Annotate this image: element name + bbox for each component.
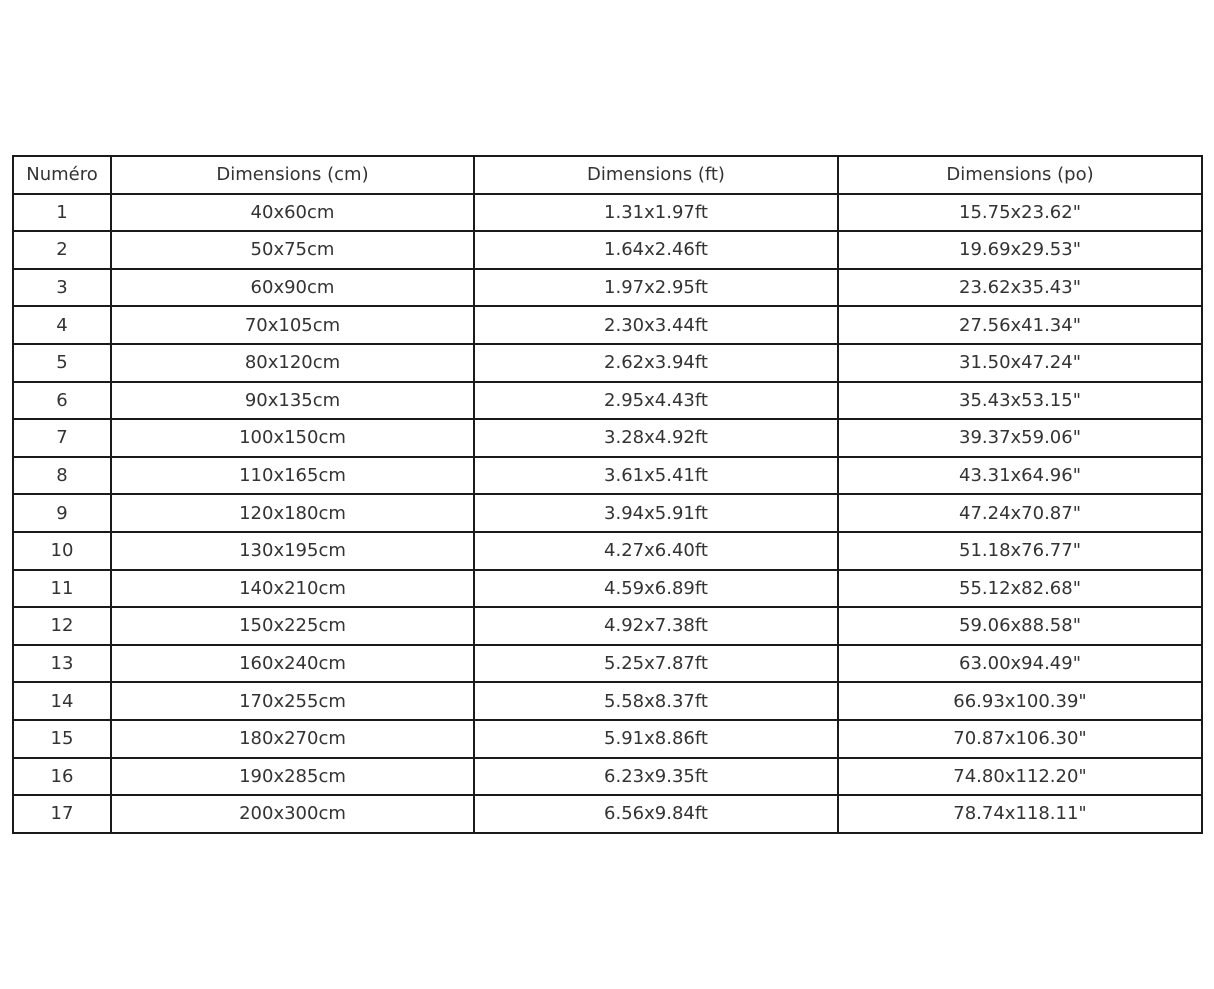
cell-dimensions-po: 23.62x35.43" [838, 269, 1202, 307]
dimensions-conversion-table [12, 155, 1203, 834]
cell-dimensions-po: 47.24x70.87" [838, 494, 1202, 532]
table-row [13, 194, 1202, 232]
cell-dimensions-cm: 110x165cm [111, 457, 474, 495]
cell-dimensions-ft: 6.56x9.84ft [474, 795, 838, 833]
cell-numero: 15 [13, 720, 111, 758]
cell-dimensions-ft: 2.30x3.44ft [474, 306, 838, 344]
cell-dimensions-po: 66.93x100.39" [838, 682, 1202, 720]
cell-numero: 1 [13, 194, 111, 232]
cell-numero: 11 [13, 570, 111, 608]
cell-dimensions-cm: 200x300cm [111, 795, 474, 833]
table-row [13, 494, 1202, 532]
cell-numero: 8 [13, 457, 111, 495]
cell-dimensions-ft: 4.27x6.40ft [474, 532, 838, 570]
cell-dimensions-ft: 2.95x4.43ft [474, 382, 838, 420]
cell-dimensions-ft: 6.23x9.35ft [474, 758, 838, 796]
cell-dimensions-ft: 1.64x2.46ft [474, 231, 838, 269]
table-row [13, 645, 1202, 683]
table-row [13, 795, 1202, 833]
table-row [13, 758, 1202, 796]
cell-dimensions-ft: 1.31x1.97ft [474, 194, 838, 232]
cell-dimensions-ft: 3.94x5.91ft [474, 494, 838, 532]
cell-dimensions-po: 27.56x41.34" [838, 306, 1202, 344]
cell-numero: 4 [13, 306, 111, 344]
cell-dimensions-po: 74.80x112.20" [838, 758, 1202, 796]
cell-numero: 16 [13, 758, 111, 796]
cell-dimensions-cm: 130x195cm [111, 532, 474, 570]
cell-dimensions-cm: 40x60cm [111, 194, 474, 232]
cell-numero: 2 [13, 231, 111, 269]
header-numero: Numéro [13, 156, 111, 194]
header-dimensions-cm: Dimensions (cm) [111, 156, 474, 194]
cell-dimensions-ft: 3.61x5.41ft [474, 457, 838, 495]
cell-dimensions-ft: 5.25x7.87ft [474, 645, 838, 683]
table-row [13, 607, 1202, 645]
cell-dimensions-ft: 1.97x2.95ft [474, 269, 838, 307]
cell-dimensions-cm: 80x120cm [111, 344, 474, 382]
cell-dimensions-po: 59.06x88.58" [838, 607, 1202, 645]
cell-numero: 13 [13, 645, 111, 683]
cell-dimensions-cm: 90x135cm [111, 382, 474, 420]
cell-dimensions-po: 51.18x76.77" [838, 532, 1202, 570]
table-row [13, 720, 1202, 758]
table-row [13, 231, 1202, 269]
cell-dimensions-cm: 120x180cm [111, 494, 474, 532]
header-dimensions-ft: Dimensions (ft) [474, 156, 838, 194]
table-row [13, 570, 1202, 608]
cell-dimensions-cm: 60x90cm [111, 269, 474, 307]
cell-numero: 9 [13, 494, 111, 532]
cell-dimensions-cm: 150x225cm [111, 607, 474, 645]
table-row [13, 306, 1202, 344]
cell-dimensions-ft: 4.59x6.89ft [474, 570, 838, 608]
table-row [13, 344, 1202, 382]
cell-dimensions-po: 31.50x47.24" [838, 344, 1202, 382]
cell-dimensions-ft: 5.91x8.86ft [474, 720, 838, 758]
header-row [13, 156, 1202, 194]
cell-numero: 5 [13, 344, 111, 382]
table-row [13, 682, 1202, 720]
cell-dimensions-cm: 100x150cm [111, 419, 474, 457]
table-row [13, 269, 1202, 307]
cell-dimensions-cm: 50x75cm [111, 231, 474, 269]
cell-numero: 10 [13, 532, 111, 570]
cell-numero: 14 [13, 682, 111, 720]
table-row [13, 419, 1202, 457]
cell-dimensions-po: 63.00x94.49" [838, 645, 1202, 683]
cell-dimensions-po: 70.87x106.30" [838, 720, 1202, 758]
cell-dimensions-cm: 140x210cm [111, 570, 474, 608]
cell-dimensions-po: 35.43x53.15" [838, 382, 1202, 420]
cell-dimensions-ft: 5.58x8.37ft [474, 682, 838, 720]
cell-numero: 7 [13, 419, 111, 457]
cell-dimensions-po: 15.75x23.62" [838, 194, 1202, 232]
table-row [13, 532, 1202, 570]
cell-numero: 6 [13, 382, 111, 420]
cell-dimensions-po: 78.74x118.11" [838, 795, 1202, 833]
cell-dimensions-po: 43.31x64.96" [838, 457, 1202, 495]
cell-dimensions-cm: 170x255cm [111, 682, 474, 720]
cell-dimensions-po: 55.12x82.68" [838, 570, 1202, 608]
cell-dimensions-ft: 3.28x4.92ft [474, 419, 838, 457]
cell-dimensions-ft: 2.62x3.94ft [474, 344, 838, 382]
cell-dimensions-po: 39.37x59.06" [838, 419, 1202, 457]
cell-dimensions-ft: 4.92x7.38ft [474, 607, 838, 645]
table-row [13, 457, 1202, 495]
cell-dimensions-cm: 180x270cm [111, 720, 474, 758]
cell-numero: 17 [13, 795, 111, 833]
cell-dimensions-cm: 190x285cm [111, 758, 474, 796]
header-dimensions-po: Dimensions (po) [838, 156, 1202, 194]
cell-dimensions-cm: 70x105cm [111, 306, 474, 344]
cell-dimensions-cm: 160x240cm [111, 645, 474, 683]
cell-numero: 12 [13, 607, 111, 645]
cell-numero: 3 [13, 269, 111, 307]
table-row [13, 382, 1202, 420]
cell-dimensions-po: 19.69x29.53" [838, 231, 1202, 269]
